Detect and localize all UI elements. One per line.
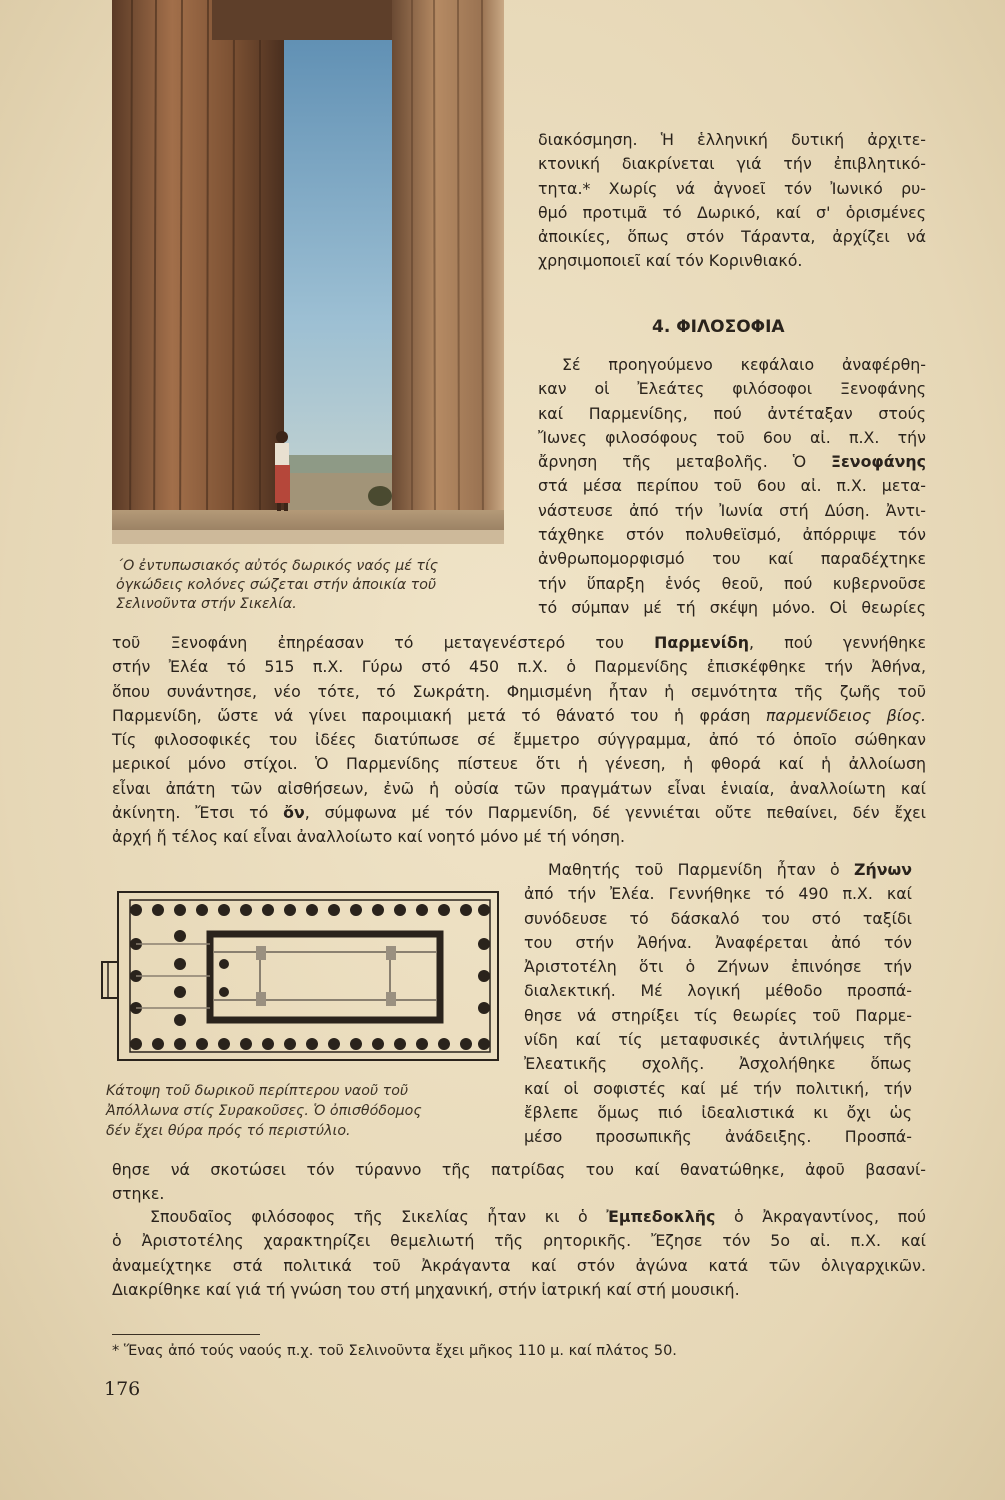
photo-caption-line: ΄Ο ἐντυπωσιακός αὐτός δωρικός ναός μέ τίς xyxy=(116,558,439,574)
text-line: νάστευσε ἀπό τήν Ἰωνία στή Δύση. Ἀντι- xyxy=(538,500,926,520)
text-line: μέσο προσωπικῆς ἀνάδειξης. Προσπά- xyxy=(524,1127,912,1147)
text-line xyxy=(524,858,912,882)
plan-caption-line: Ἀπόλλωνα στίς Συρακοῦσες. Ὁ ὀπισθόδομος xyxy=(106,1103,422,1119)
text-run: τοῦ Ξενοφάνη ἐπηρέασαν τό μεταγενέστερό του xyxy=(112,633,655,652)
text-run: Σπουδαῖος φιλόσοφος τῆς Σικελίας ἦταν κι ὁ xyxy=(150,1207,607,1226)
text-line: Ἐλεατικῆς σχολῆς. Ἀσχολήθηκε ὅπως xyxy=(524,1054,912,1074)
text-line: ἀνθρωπομορφισμό του καί παραδέχτηκε xyxy=(538,549,926,569)
text-line: ἀρχή ἤ τέλος καί εἶναι ἀναλλοίωτο καί νοητό μόνο μέ τή νόηση. xyxy=(112,827,626,847)
bold-name-zenon: Ζήνων xyxy=(854,860,912,879)
text-line: ὅπου συνάντησε, νέο τότε, τό Σωκράτη. Φημισμένη ἦταν ἡ σεμνότητα τῆς ζωῆς τοῦ xyxy=(112,681,926,701)
paragraph-parmenides xyxy=(112,631,926,850)
text-run: ἀκίνητη. Ἔτσι τό xyxy=(112,803,284,823)
text-line: ἀναμείχτηκε στά πολιτικά τοῦ Ἀκράγαντα καί στόν ἀγώνα κατά τῶν ὀλιγαρχικῶν. xyxy=(112,1255,926,1275)
paragraph-empedocles xyxy=(112,1205,926,1302)
text-run: Μαθητής τοῦ Παρμενίδη ἦταν ὁ xyxy=(548,860,855,879)
text-line: τήν ὕπαρξη ἑνός θεοῦ, πού κυβερνοῦσε xyxy=(538,573,926,593)
text-run: ἄρνηση τῆς μεταβολῆς. Ὁ xyxy=(538,452,832,472)
text-line: τάχθηκε στόν πολυθεϊσμό, ἀπόρριψε τόν xyxy=(538,525,926,545)
text-run: , σύμφωνα μέ τόν Παρμενίδη, δέ γεννιέται οὔτε πεθαίνει, δέν ἔχει xyxy=(304,803,926,823)
text-line: ὁ Ἀριστοτέλης χαρακτηρίζει θεμελιωτή τῆς ρητορικῆς. Ἔζησε τόν 5ο αἰ. π.Χ. καί xyxy=(112,1231,926,1251)
section-heading: 4. ΦΙΛΟΣΟΦΙΑ xyxy=(652,317,785,337)
text-line: καί Παρμενίδης, πού ἀντέταξαν στούς xyxy=(538,403,926,423)
text-line: μερικοί μόνο στίχοι. Ὁ Παρμενίδης πίστευε ὅτι ἡ γένεση, ἡ φθορά καί ἡ ἀλλοίωση xyxy=(112,754,926,774)
photo-caption-line: ὀγκώδεις κολόνες σώζεται στήν ἀποικία τοῦ xyxy=(116,577,437,593)
bold-name-empedocles: Ἐμπεδοκλῆς xyxy=(606,1207,716,1226)
text-line xyxy=(112,1205,926,1229)
paragraph-xenophanes xyxy=(538,353,926,620)
plan-caption-line: δέν ἔχει θύρα πρός τό περιστύλιο. xyxy=(106,1123,351,1139)
text-line: διακόσμηση. Ἡ ἑλληνική δυτική ἀρχιτε- xyxy=(538,130,926,149)
text-line: στήν Ἐλέα τό 515 π.Χ. Γύρω στό 450 π.Χ. ὁ Παρμενίδης ἐπισκέφθηκε τήν Ἀθήνα, xyxy=(112,657,926,677)
text-line xyxy=(112,631,926,655)
text-line: ἔβλεπε ὅμως πιό ἰδεαλιστικά κι ὄχι ὡς xyxy=(524,1102,912,1122)
text-line xyxy=(538,450,926,474)
text-line: Τίς φιλοσοφικές του ἰδέες διατύπωσε σέ ἔμμετρο σύγγραμμα, ἀπό τό ὁποῖο σώθηκαν xyxy=(112,730,926,750)
text-line: Ἀριστοτέλη ὅτι ὁ Ζήνων ἐπινόησε τήν xyxy=(524,957,912,977)
plan-caption-line: Κάτοψη τοῦ δωρικοῦ περίπτερου ναοῦ τοῦ xyxy=(106,1083,409,1099)
paragraph-zenon-end xyxy=(112,1158,926,1207)
text-line: καν οἱ Ἐλεάτες φιλόσοφοι Ξενοφάνης xyxy=(538,379,926,399)
text-line xyxy=(112,704,926,728)
footnote: * Ἕνας ἀπό τούς ναούς π.χ. τοῦ Σελινοῦντα ἔχει μῆκος 110 μ. καί πλάτος 50. xyxy=(112,1343,677,1359)
text-line: στηκε. xyxy=(112,1184,165,1204)
text-run: ὁ Ἀκραγαντίνος, πού xyxy=(715,1207,927,1226)
text-line: ἀπό τήν Ἐλέα. Γεννήθηκε τό 490 π.Χ. καί xyxy=(524,884,912,904)
bold-word-on: ὄν xyxy=(283,803,305,823)
bold-name-xenophanes: Ξενοφάνης xyxy=(831,452,926,472)
bold-name-parmenides: Παρμενίδη xyxy=(654,633,749,652)
text-line: νίδη καί τίς μεταφυσικές ἀντιλήψεις τῆς xyxy=(524,1030,912,1050)
page-number: 176 xyxy=(104,1378,141,1400)
text-line: θησε νά στηρίξει τίς θεωρίες τοῦ Παρμε- xyxy=(524,1005,912,1025)
text-line: τητα.* Χωρίς νά ἀγνοεῖ τόν Ἰωνικό ρυ- xyxy=(538,178,926,198)
footnote-rule xyxy=(112,1334,260,1335)
temple-floor-plan xyxy=(100,888,500,1068)
photo-caption-line: Σελινοῦντα στήν Σικελία. xyxy=(116,596,297,612)
text-run: , πού γεννήθηκε xyxy=(748,633,926,652)
text-line: ἀποικίες, ὅπως στόν Τάραντα, ἀρχίζει νά xyxy=(538,227,926,247)
text-line: Διακρίθηκε καί γιά τή γνώση του στή μηχανική, στήν ἰατρική καί στή μουσική. xyxy=(112,1279,740,1299)
text-line: χρησιμοποιεῖ καί τόν Κορινθιακό. xyxy=(538,251,803,271)
text-run: Παρμενίδη, ὥστε νά γίνει παροιμιακή μετά τό θάνατό του ἡ φράση xyxy=(112,705,766,725)
plan-caption xyxy=(106,1081,422,1141)
text-line: Ἴωνες φιλοσόφους τοῦ 6ου αἰ. π.Χ. τήν xyxy=(538,427,926,447)
text-line: Σέ προηγούμενο κεφάλαιο ἀναφέρθη- xyxy=(562,355,926,374)
text-line: στά μέσα περίπου τοῦ 6ου αἰ. π.Χ. μετα- xyxy=(538,476,926,496)
text-line: διαλεκτική. Μέ λογική μέθοδο προσπά- xyxy=(524,981,912,1001)
top-paragraph xyxy=(538,128,926,274)
photo-caption xyxy=(116,557,438,614)
italic-phrase: παρμενίδειος βίος. xyxy=(765,705,927,725)
text-line: του στήν Ἀθήνα. Ἀναφέρεται ἀπό τόν xyxy=(524,932,912,952)
text-line: τό σύμπαν μέ τή σκέψη μόνο. Οἱ θεωρίες xyxy=(538,597,926,617)
temple-columns-photo xyxy=(112,0,504,544)
text-line: καί οἱ σοφιστές καί μέ τήν πολιτική, τήν xyxy=(524,1078,912,1098)
text-line: κτονική διακρίνεται γιά τήν ἐπιβλητικό- xyxy=(538,154,926,174)
text-line: εἶναι ἀπάτη τῶν αἰσθήσεων, ἐνῶ ἡ οὐσία τῶν πραγμάτων εἶναι ἑνιαία, ἀναλλοίωτη καί xyxy=(112,778,926,798)
text-line: συνόδευσε τό δάσκαλό του στό ταξίδι xyxy=(524,908,912,928)
text-line: θησε νά σκοτώσει τόν τύραννο τῆς πατρίδας του καί θανατώθηκε, ἀφοῦ βασανί- xyxy=(112,1160,926,1179)
text-line xyxy=(112,801,926,825)
text-line: θμό προτιμᾶ τό Δωρικό, καί σ' ὁρισμένες xyxy=(538,202,926,222)
paragraph-zenon xyxy=(524,858,912,1150)
